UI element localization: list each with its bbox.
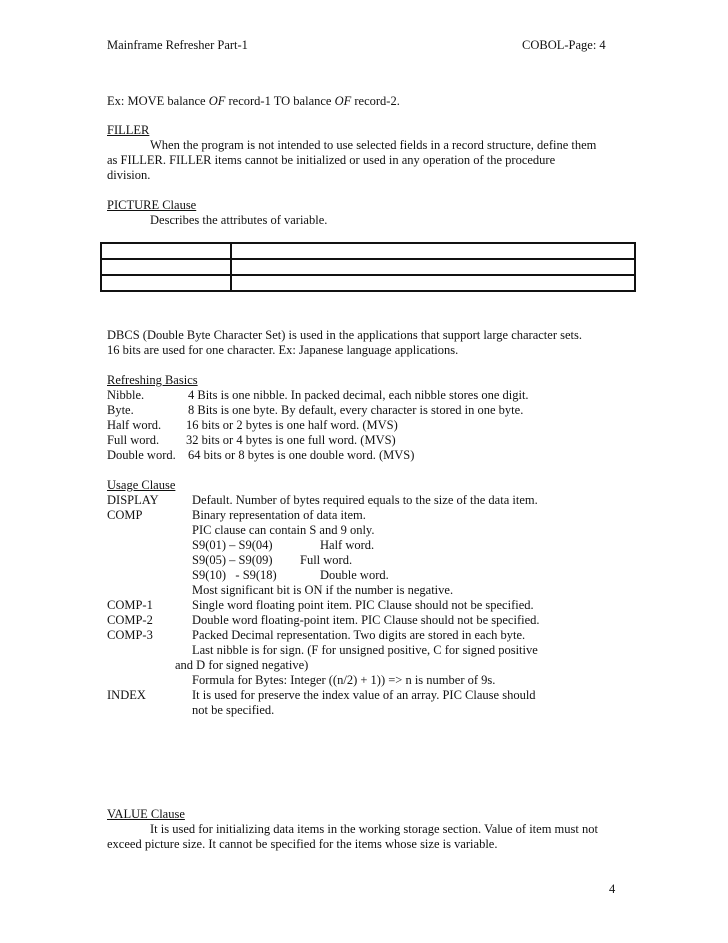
- filler-line: When the program is not intended to use selected fields in a record structure, define them: [150, 138, 597, 152]
- basics-term: Double word.: [107, 448, 176, 462]
- table-row: [101, 259, 635, 275]
- dbcs-line: 16 bits are used for one character. Ex: Japanese language applications.: [107, 343, 459, 357]
- value-heading: VALUE Clause: [107, 807, 185, 821]
- basics-term: Byte.: [107, 403, 134, 417]
- page-number: 4: [609, 882, 616, 896]
- comp-size: Full word.: [300, 553, 353, 567]
- usage-desc: Most significant bit is ON if the number is negative.: [192, 583, 454, 597]
- filler-line: as FILLER. FILLER items cannot be initialized or used in any operation of the procedure: [107, 153, 556, 167]
- comp-range: S9(01) – S9(04): [192, 538, 273, 552]
- usage-term: DISPLAY: [107, 493, 159, 507]
- usage-heading: Usage Clause: [107, 478, 176, 492]
- usage-desc: It is used for preserve the index value of an array. PIC Clause should: [192, 688, 536, 702]
- table-row: [101, 275, 635, 291]
- usage-desc: Packed Decimal representation. Two digits are stored in each byte.: [192, 628, 526, 642]
- usage-term: COMP: [107, 508, 143, 522]
- basics-desc: 16 bits or 2 bytes is one half word. (MVS): [186, 418, 398, 432]
- usage-desc: Last nibble is for sign. (F for unsigned positive, C for signed positive: [192, 643, 538, 657]
- table-cell: [231, 275, 635, 291]
- basics-desc: 8 Bits is one byte. By default, every character is stored in one byte.: [188, 403, 524, 417]
- basics-term: Nibble.: [107, 388, 145, 402]
- usage-desc: Binary representation of data item.: [192, 508, 366, 522]
- basics-term: Full word.: [107, 433, 160, 447]
- move-example: Ex: MOVE balance OF record-1 TO balance OF record-2.: [107, 94, 400, 108]
- picture-table: [100, 242, 636, 292]
- filler-heading: FILLER: [107, 123, 150, 137]
- basics-desc: 32 bits or 4 bytes is one full word. (MVS): [186, 433, 396, 447]
- filler-line: division.: [107, 168, 151, 182]
- usage-desc: Formula for Bytes: Integer ((n/2) + 1)) => n is number of 9s.: [192, 673, 496, 687]
- usage-desc: PIC clause can contain S and 9 only.: [192, 523, 375, 537]
- comp-size: Double word.: [320, 568, 389, 582]
- picture-heading: PICTURE Clause: [107, 198, 197, 212]
- usage-term: COMP-2: [107, 613, 153, 627]
- comp-size: Half word.: [320, 538, 375, 552]
- comp-range: S9(10) - S9(18): [192, 568, 277, 582]
- usage-desc: not be specified.: [192, 703, 275, 717]
- header-title: Mainframe Refresher Part-1: [107, 38, 248, 52]
- value-line: It is used for initializing data items in the working storage section. Value of item must not: [150, 822, 598, 836]
- usage-term: COMP-3: [107, 628, 153, 642]
- basics-desc: 64 bits or 8 bytes is one double word. (MVS): [188, 448, 415, 462]
- picture-description: Describes the attributes of variable.: [150, 213, 328, 227]
- table-cell: [231, 243, 635, 259]
- usage-desc: Default. Number of bytes required equals to the size of the data item.: [192, 493, 538, 507]
- usage-desc: Double word floating-point item. PIC Clause should not be specified.: [192, 613, 540, 627]
- usage-term: COMP-1: [107, 598, 153, 612]
- basics-heading: Refreshing Basics: [107, 373, 198, 387]
- table-row: [101, 243, 635, 259]
- usage-desc: Single word floating point item. PIC Clause should not be specified.: [192, 598, 534, 612]
- header-page: COBOL-Page: 4: [522, 38, 606, 52]
- value-line: exceed picture size. It cannot be specified for the items whose size is variable.: [107, 837, 498, 851]
- dbcs-line: DBCS (Double Byte Character Set) is used in the applications that support large character sets.: [107, 328, 582, 342]
- table-cell: [101, 275, 231, 291]
- table-cell: [231, 259, 635, 275]
- table-cell: [101, 243, 231, 259]
- basics-term: Half word.: [107, 418, 162, 432]
- comp-range: S9(05) – S9(09): [192, 553, 273, 567]
- usage-term: INDEX: [107, 688, 146, 702]
- basics-desc: 4 Bits is one nibble. In packed decimal, each nibble stores one digit.: [188, 388, 529, 402]
- usage-desc: and D for signed negative): [175, 658, 309, 672]
- table-cell: [101, 259, 231, 275]
